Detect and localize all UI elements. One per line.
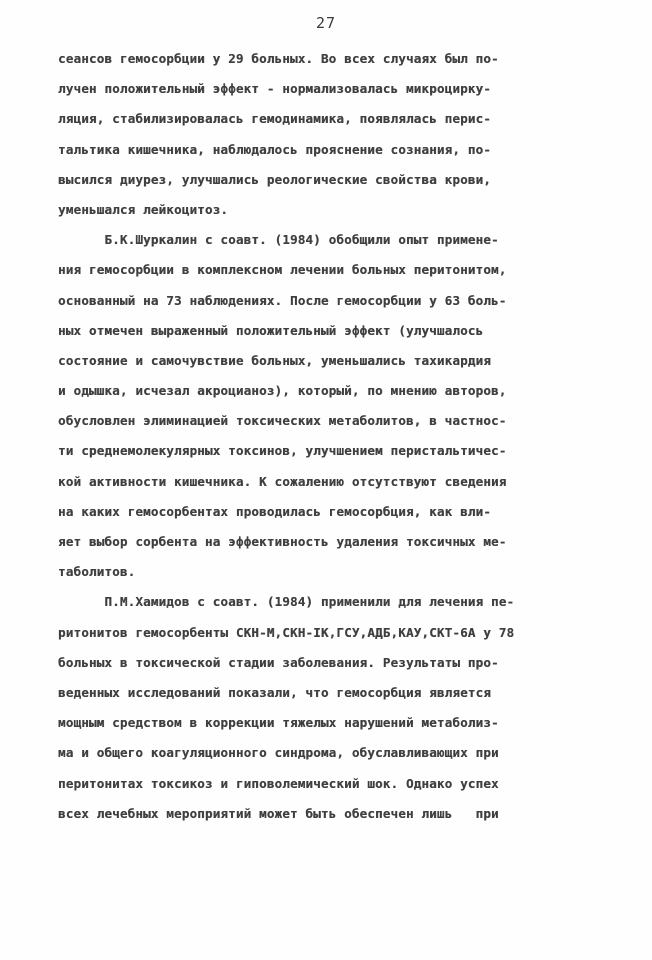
text-line: ния гемосорбции в комплексном лечении больных перитонитом, [58, 262, 507, 278]
text-line: на каких гемосорбентах проводилась гемосорбция, как вли- [58, 503, 491, 519]
text-line: тальтика кишечника, наблюдалось прояснение сознания, по- [58, 141, 491, 157]
text-line: ма и общего коагуляционного синдрома, обуславливающих при [58, 745, 499, 761]
text-line: больных в токсической стадии заболевания. Результаты про- [58, 654, 499, 670]
text-line: мощным средством в коррекции тяжелых нарушений метаболиз- [58, 715, 499, 731]
text-line: ляция, стабилизировалась гемодинамика, появлялась перис- [58, 111, 491, 127]
text-line: и одышка, исчезал акроцианоз), который, по мнению авторов, [58, 383, 507, 399]
text-line: лучен положительный эффект - нормализовалась микроцирку- [58, 81, 491, 97]
page-number: 27 [315, 14, 337, 32]
text-line: яет выбор сорбента на эффективность удаления токсичных ме- [58, 534, 507, 549]
text-line: Б.К.Шуркалин с соавт. (1984) обобщили опыт примене- [58, 232, 499, 248]
text-line: основанный на 73 наблюдениях. После гемосорбции у 63 боль- [58, 292, 507, 308]
text-line: П.М.Хамидов с соавт. (1984) применили для лечения пе- [58, 594, 515, 610]
text-line: кой активности кишечника. К сожалению отсутствуют сведения [58, 473, 507, 489]
text-line: всех лечебных мероприятий может быть обеспечен лишь при [58, 805, 499, 821]
text-line: таболитов. [58, 564, 136, 580]
text-line: высился диурез, улучшались реологические свойства крови, [58, 171, 491, 187]
text-line: ных отмечен выраженный положительный эффект (улучшалось [58, 322, 484, 338]
text-line: состояние и самочувствие больных, уменьшались тахикардия [58, 352, 491, 368]
text-line: сеансов гемосорбции у 29 больных. Во всех случаях был по- [58, 51, 499, 66]
text-line: веденных исследований показали, что гемосорбция является [58, 684, 491, 700]
text-line: ти среднемолекулярных токсинов, улучшением перистальтичес- [58, 443, 507, 459]
text-line: ритонитов гемосорбенты СКН-М,СКН-IК,ГСУ,АДБ,КАУ,СКТ-6А у 78 [58, 624, 515, 640]
body-text [58, 44, 594, 829]
text-line: перитонитах токсикоз и гиповолемический шок. Однако успех [58, 775, 499, 791]
text-line: уменьшался лейкоцитоз. [58, 201, 229, 217]
text-line: обусловлен элиминацией токсических метаболитов, в частнос- [58, 413, 507, 429]
